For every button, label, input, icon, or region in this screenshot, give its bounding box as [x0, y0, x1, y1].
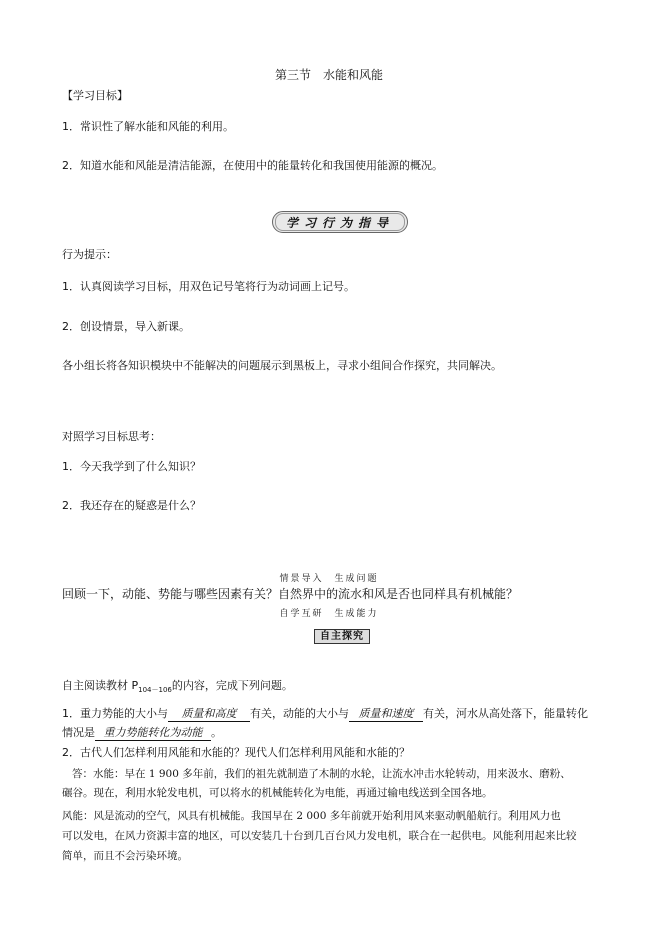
guidance-banner — [272, 211, 408, 233]
reading-prefix: 自主阅读教材 P — [62, 679, 139, 692]
q1-blank-2: 质量和速度 — [349, 705, 423, 722]
answer-line-2: 碾谷。现在，利用水轮发电机，可以将水的机械能转化为电能，再通过输电线送到全国各地。 — [62, 787, 493, 799]
q1-text-2: 有关，动能的大小与 — [250, 707, 349, 720]
q1-text-1: 1．重力势能的大小与 — [62, 707, 168, 720]
hint-item-2: 2．创设情景，导入新课。 — [62, 320, 190, 333]
section-self-heading: 自学互研 生成能力 — [279, 609, 379, 619]
section-intro-heading: 情景导入 生成问题 — [279, 574, 379, 584]
q1-blank-3: 重力势能转化为动能 — [95, 724, 211, 741]
objective-item-2: 2．知道水能和风能是清洁能源，在使用中的能量转化和我国使用能源的概况。 — [62, 159, 443, 172]
answer-line-4: 可以发电，在风力资源丰富的地区，可以安装几十台到几百台风力发电机，联合在一起供电。风能利用起来比较 — [62, 830, 577, 842]
objective-item-1: 1．常识性了解水能和风能的利用。 — [62, 120, 234, 133]
q1-text-5: 。 — [211, 726, 222, 739]
intro-question: 回顾一下，动能、势能与哪些因素有关？自然界中的流水和风是否也同样具有机械能？ — [62, 587, 519, 601]
reflect-item-1: 1．今天我学到了什么知识？ — [62, 460, 201, 473]
hints-heading: 行为提示： — [62, 248, 117, 261]
reflect-item-2: 2．我还存在的疑惑是什么？ — [62, 499, 201, 512]
question-2: 2．古代人们怎样利用风能和水能的？现代人们怎样利用风能和水能的？ — [62, 746, 410, 759]
reading-pages: 104－106 — [138, 686, 172, 695]
page-title: 第三节 水能和风能 — [274, 68, 383, 82]
question-1-line-2 — [62, 724, 222, 741]
answer-line-1: 答：水能：早在 1 900 多年前，我们的祖先就制造了木制的水轮，让流水冲击水轮转动，用来汲水、磨粉、 — [72, 768, 571, 780]
reflect-heading: 对照学习目标思考： — [62, 430, 161, 443]
objectives-heading: 【学习目标】 — [62, 89, 128, 102]
q1-text-3: 有关，河水从高处落下，能量转化 — [423, 707, 588, 720]
question-1-line-1 — [62, 705, 588, 722]
reading-instruction — [62, 677, 293, 695]
answer-line-5: 简单，而且不会污染环境。 — [62, 850, 188, 862]
q1-text-4: 情况是 — [62, 726, 95, 739]
hint-item-1: 1．认真阅读学习目标，用双色记号笔将行为动词画上记号。 — [62, 280, 355, 293]
guidance-banner-label: 学习行为指导 — [275, 213, 405, 231]
q1-blank-1: 质量和高度 — [168, 705, 250, 722]
group-note: 各小组长将各知识模块中不能解决的问题展示到黑板上，寻求小组间合作探究，共同解决。 — [62, 359, 502, 372]
self-study-box-label: 自主探究 — [314, 629, 370, 644]
reading-suffix: 的内容，完成下列问题。 — [171, 679, 293, 692]
answer-line-3: 风能：风是流动的空气，风具有机械能。我国早在 2 000 多年前就开始利用风来驱动帆船航行。利用风力也 — [62, 810, 561, 822]
